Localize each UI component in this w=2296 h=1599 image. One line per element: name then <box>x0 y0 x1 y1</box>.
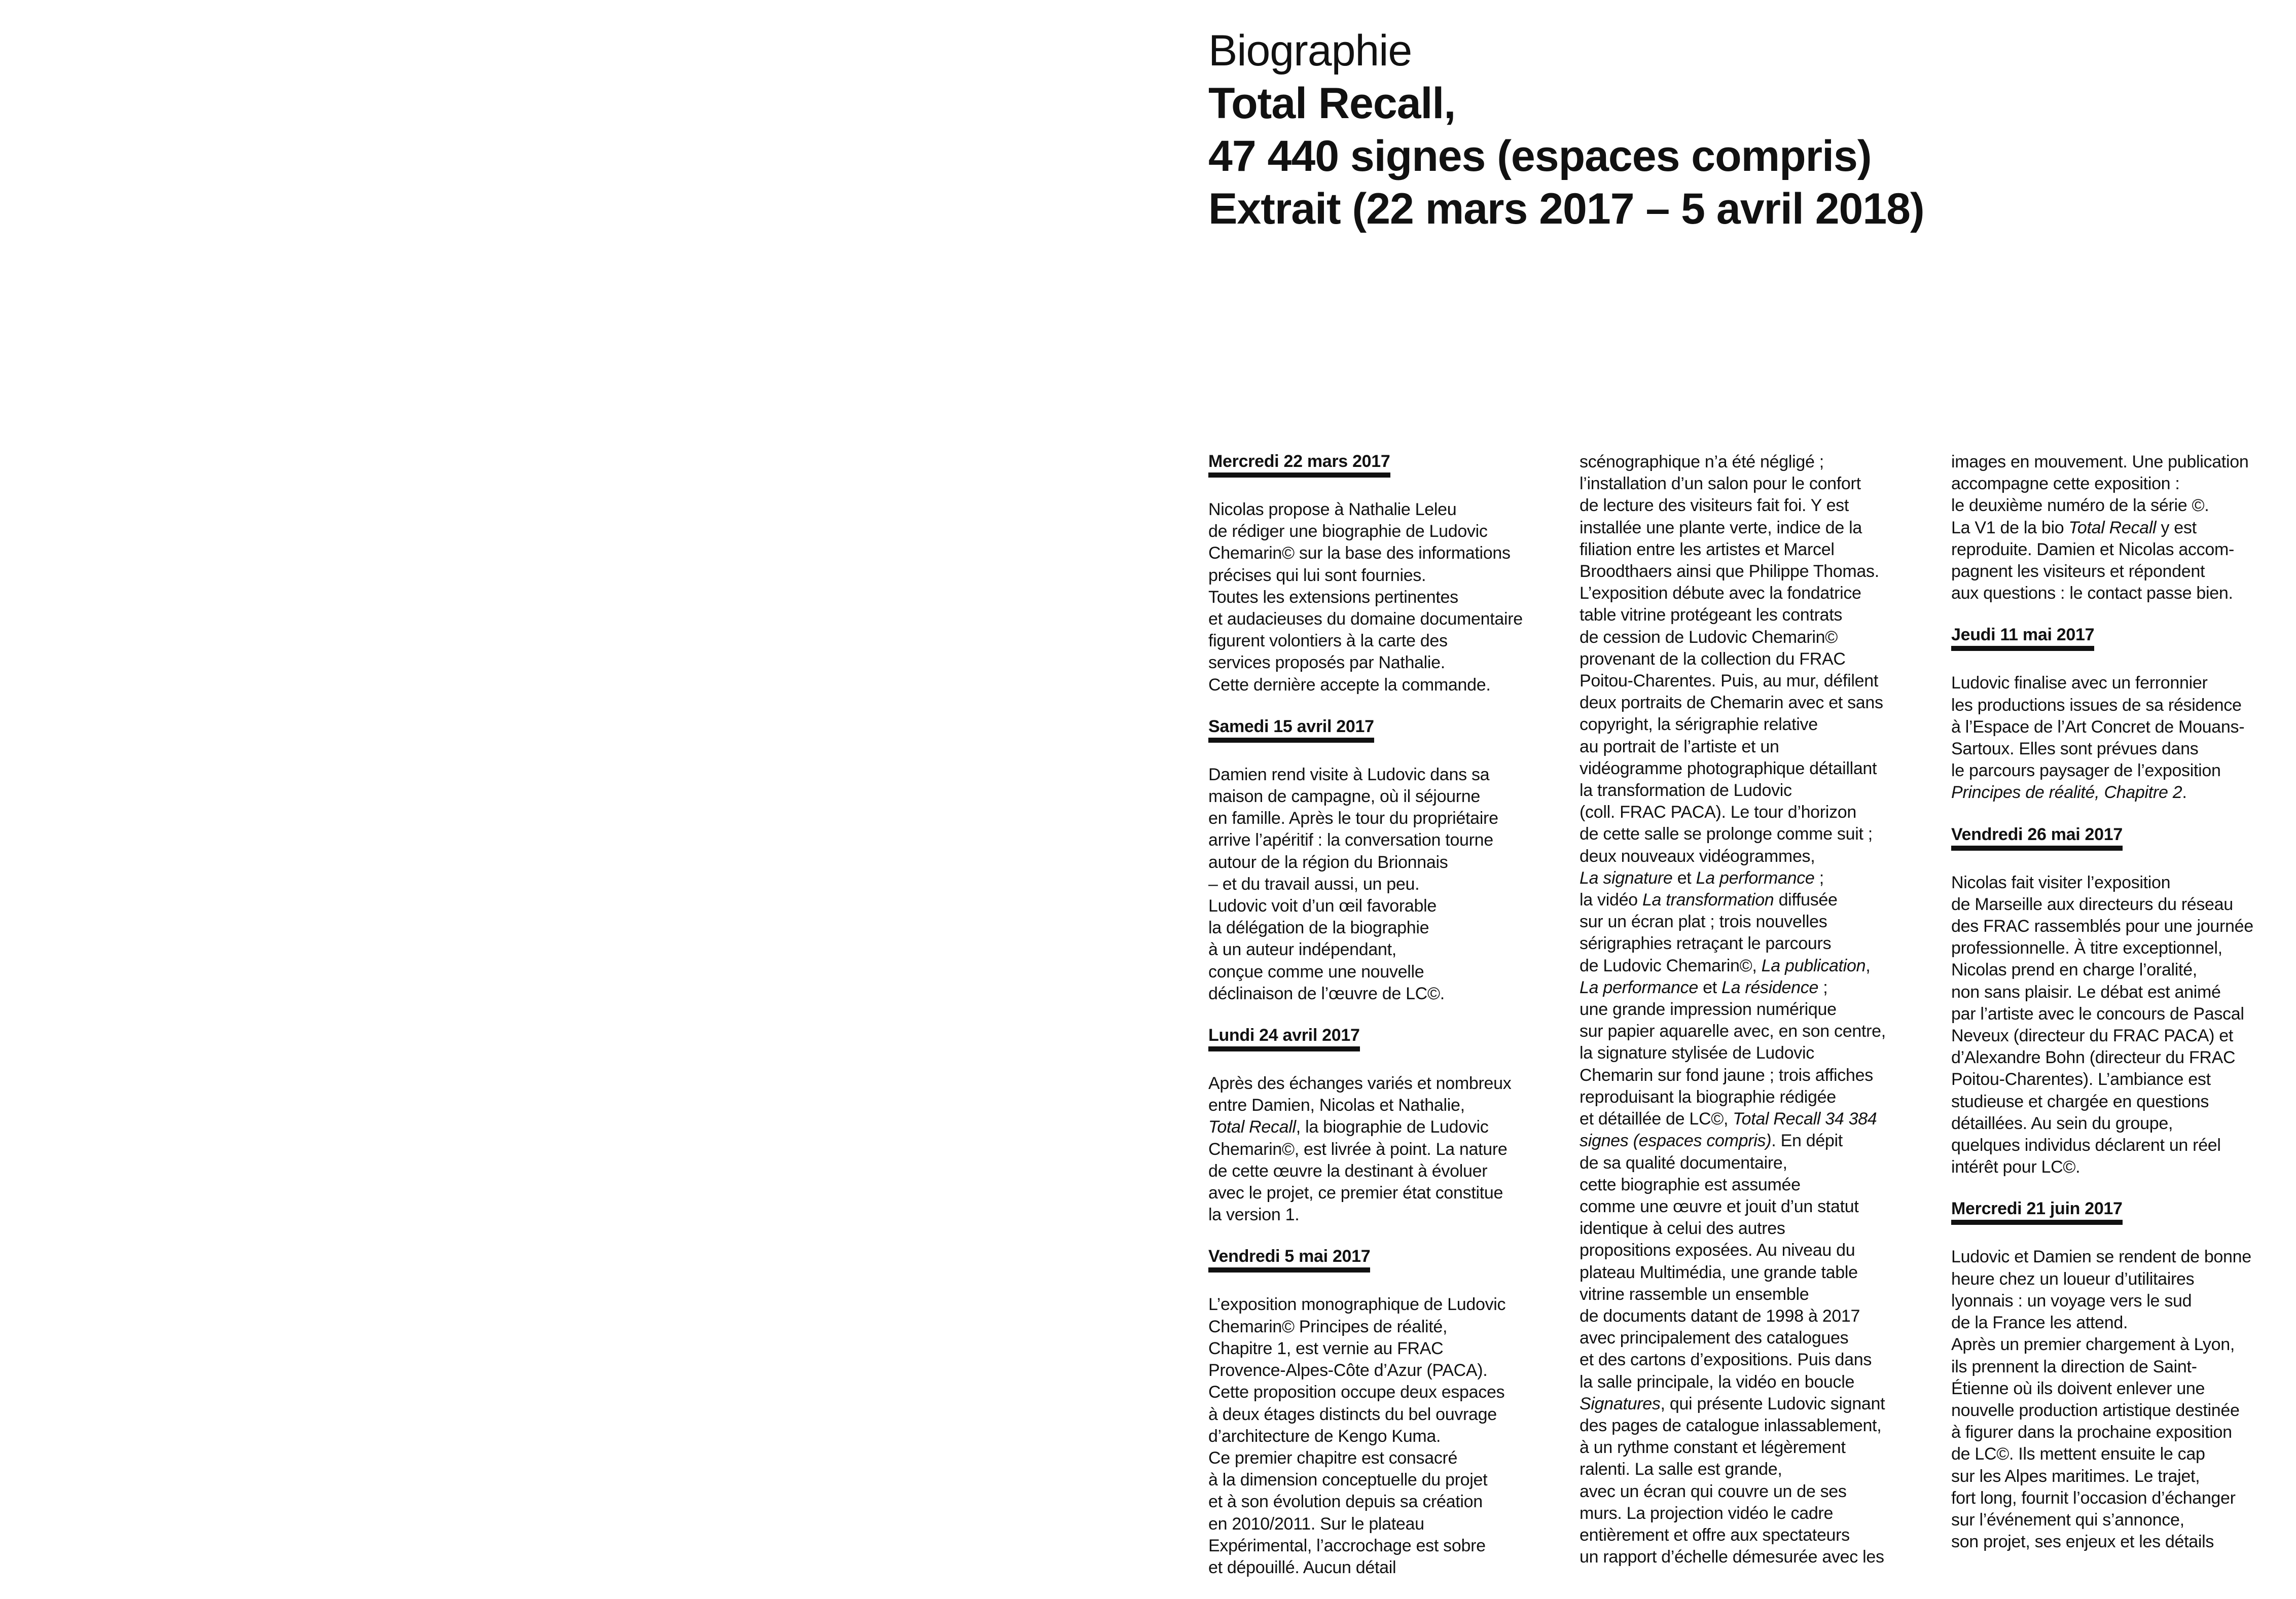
text-line: sérigraphies retraçant le parcours <box>1580 934 1832 954</box>
text-line: avec un écran qui couvre un de ses <box>1580 1481 1847 1501</box>
text-line: Cette proposition occupe deux espaces <box>1208 1383 1505 1402</box>
text-line: Damien rend visite à Ludovic dans sa <box>1208 765 1490 784</box>
text-line: de rédiger une biographie de Ludovic <box>1208 522 1488 541</box>
text-line: et dépouillé. Aucun détail <box>1208 1557 1396 1577</box>
text-line: fort long, fournit l’occasion d’échanger <box>1951 1488 2236 1508</box>
text-line: Chemarin©, est livrée à point. La nature <box>1208 1139 1508 1159</box>
text-line: et audacieuses du domaine documentaire <box>1208 609 1523 629</box>
text-line: à un auteur indépendant, <box>1208 940 1396 960</box>
text-line: sur un écran plat ; trois nouvelles <box>1580 912 1827 932</box>
text-line: plateau Multimédia, une grande table <box>1580 1262 1858 1282</box>
text-line: entre Damien, Nicolas et Nathalie, <box>1208 1096 1465 1115</box>
text-line: et à son évolution depuis sa création <box>1208 1492 1483 1512</box>
text-line: non sans plaisir. Le débat est animé <box>1951 982 2221 1002</box>
text-line: en famille. Après le tour du propriétaire <box>1208 809 1498 828</box>
text-line: par l’artiste avec le concours de Pascal <box>1951 1004 2244 1024</box>
text-line: La performance et La résidence ; <box>1580 977 1828 997</box>
text-line: ralenti. La salle est grande, <box>1580 1460 1782 1479</box>
journal-entry <box>1951 625 2291 804</box>
text-line: reproduisant la biographie rédigée <box>1580 1087 1836 1107</box>
text-line: de cette œuvre la destinant à évoluer <box>1208 1161 1488 1181</box>
text-line: vitrine rassemble un ensemble <box>1580 1284 1809 1304</box>
excerpt-line: Extrait (22 mars 2017 – 5 avril 2018) <box>1208 185 1924 233</box>
text-line: figurent volontiers à la carte des <box>1208 631 1448 651</box>
text-line: des pages de catalogue inlassablement, <box>1580 1415 1882 1435</box>
entry-date-heading: Samedi 15 avril 2017 <box>1208 716 1374 743</box>
journal-entry <box>1951 824 2291 1179</box>
journal-entry <box>1951 451 2291 604</box>
text-line: La V1 de la bio Total Recall y est <box>1951 518 2197 537</box>
text-line: intérêt pour LC©. <box>1951 1157 2080 1177</box>
text-line: Ludovic finalise avec un ferronnier <box>1951 673 2208 693</box>
text-line: signes (espaces compris). En dépit <box>1580 1131 1843 1151</box>
text-line: la vidéo La transformation diffusée <box>1580 890 1838 910</box>
text-line: pagnent les visiteurs et répondent <box>1951 562 2205 582</box>
text-line: de cession de Ludovic Chemarin© <box>1580 627 1838 647</box>
text-line: vidéogramme photographique détaillant <box>1580 758 1877 778</box>
text-line: sur les Alpes maritimes. Le trajet, <box>1951 1466 2200 1486</box>
text-line: heure chez un loueur d’utilitaires <box>1951 1269 2195 1289</box>
text-line: à l’Espace de l’Art Concret de Mouans- <box>1951 717 2245 737</box>
text-line: La signature et La performance ; <box>1580 868 1824 888</box>
text-line: en 2010/2011. Sur le plateau <box>1208 1514 1424 1534</box>
text-line: Toutes les extensions pertinentes <box>1208 587 1458 607</box>
text-line: déclinaison de l’œuvre de LC©. <box>1208 984 1445 1003</box>
text-line: d’architecture de Kengo Kuma. <box>1208 1426 1441 1446</box>
text-line: studieuse et chargée en questions <box>1951 1092 2209 1111</box>
text-column-2 <box>1580 451 1919 1588</box>
text-column-3 <box>1951 451 2291 1573</box>
text-line: Chapitre 1, est vernie au FRAC <box>1208 1338 1444 1358</box>
text-line: avec principalement des catalogues <box>1580 1328 1849 1348</box>
text-line: L’exposition débute avec la fondatrice <box>1580 584 1861 603</box>
text-line: Après des échanges variés et nombreux <box>1208 1074 1512 1094</box>
text-line: installée une plante verte, indice de la <box>1580 518 1862 537</box>
text-line: Neveux (directeur du FRAC PACA) et <box>1951 1026 2234 1046</box>
journal-entry <box>1208 451 1548 696</box>
text-line: comme une œuvre et jouit d’un statut <box>1580 1196 1859 1216</box>
text-line: provenant de la collection du FRAC <box>1580 649 1846 669</box>
text-line: Expérimental, l’accrochage est sobre <box>1208 1536 1486 1555</box>
text-line: deux portraits de Chemarin avec et sans <box>1580 693 1883 713</box>
text-line: scénographique n’a été négligé ; <box>1580 452 1824 471</box>
text-line: de documents datant de 1998 à 2017 <box>1580 1306 1860 1326</box>
entry-date-heading: Vendredi 5 mai 2017 <box>1208 1246 1370 1273</box>
text-line: Nicolas propose à Nathalie Leleu <box>1208 500 1457 519</box>
entry-date-heading: Mercredi 21 juin 2017 <box>1951 1198 2123 1225</box>
text-line: de Ludovic Chemarin©, La publication, <box>1580 956 1871 975</box>
text-line: Poitou-Charentes). L’ambiance est <box>1951 1070 2211 1089</box>
text-line: Cette dernière accepte la commande. <box>1208 675 1491 695</box>
text-line: une grande impression numérique <box>1580 1000 1837 1020</box>
text-line: – et du travail aussi, un peu. <box>1208 874 1420 894</box>
text-line: la salle principale, la vidéo en boucle <box>1580 1372 1855 1392</box>
text-line: deux nouveaux vidéogrammes, <box>1580 846 1815 866</box>
text-line: la délégation de la biographie <box>1208 918 1429 938</box>
text-line: sur papier aquarelle avec, en son centre, <box>1580 1022 1886 1041</box>
text-line: de lecture des visiteurs fait foi. Y est <box>1580 496 1849 516</box>
text-line: Principes de réalité, Chapitre 2. <box>1951 783 2187 803</box>
text-line: nouvelle production artistique destinée <box>1951 1400 2240 1420</box>
text-line: professionnelle. À titre exceptionnel, <box>1951 938 2222 958</box>
text-line: à figurer dans la prochaine exposition <box>1951 1423 2232 1442</box>
text-line: de cette salle se prolonge comme suit ; <box>1580 824 1873 844</box>
text-line: table vitrine protégeant les contrats <box>1580 605 1843 625</box>
text-line: identique à celui des autres <box>1580 1219 1785 1239</box>
text-line: services proposés par Nathalie. <box>1208 653 1445 673</box>
text-line: Après un premier chargement à Lyon, <box>1951 1335 2235 1355</box>
text-line: maison de campagne, où il séjourne <box>1208 787 1481 807</box>
text-line: son projet, ses enjeux et les détails <box>1951 1532 2214 1552</box>
journal-entry <box>1951 1198 2291 1553</box>
text-line: Ludovic voit d’un œil favorable <box>1208 896 1437 916</box>
blank-left-page <box>0 0 1148 1597</box>
text-column-1 <box>1208 451 1548 1599</box>
text-line: de LC©. Ils mettent ensuite le cap <box>1951 1444 2205 1464</box>
text-line: aux questions : le contact passe bien. <box>1951 584 2233 603</box>
text-line: propositions exposées. Au niveau du <box>1580 1241 1855 1260</box>
text-line: la version 1. <box>1208 1205 1300 1225</box>
journal-entry <box>1208 1025 1548 1226</box>
text-line: sur l’événement qui s’annonce, <box>1951 1510 2184 1530</box>
text-line: de Marseille aux directeurs du réseau <box>1951 894 2233 914</box>
text-line: Sartoux. Elles sont prévues dans <box>1951 739 2199 759</box>
text-line: quelques individus déclarent un réel <box>1951 1136 2221 1155</box>
text-line: Nicolas prend en charge l’oralité, <box>1951 960 2197 980</box>
text-line: Ludovic et Damien se rendent de bonne <box>1951 1247 2251 1267</box>
text-line: l’installation d’un salon pour le confort <box>1580 474 1861 494</box>
text-line: détaillées. Au sein du groupe, <box>1951 1113 2173 1133</box>
entry-date-heading: Lundi 24 avril 2017 <box>1208 1025 1360 1051</box>
entry-date-heading: Mercredi 22 mars 2017 <box>1208 451 1390 478</box>
text-line: Chemarin sur fond jaune ; trois affiches <box>1580 1065 1873 1085</box>
text-line: arrive l’apéritif : la conversation tourne <box>1208 830 1493 850</box>
text-line: la transformation de Ludovic <box>1580 781 1792 801</box>
text-line: Chemarin© sur la base des informations <box>1208 543 1511 563</box>
text-line: Nicolas fait visiter l’exposition <box>1951 873 2171 892</box>
text-line: le deuxième numéro de la série ©. <box>1951 496 2209 516</box>
text-line: Étienne où ils doivent enlever une <box>1951 1378 2205 1398</box>
text-line: copyright, la sérigraphie relative <box>1580 715 1818 735</box>
text-line: Ce premier chapitre est consacré <box>1208 1448 1458 1468</box>
text-line: reproduite. Damien et Nicolas accom- <box>1951 539 2234 559</box>
journal-entry <box>1208 1246 1548 1579</box>
text-line: L’exposition monographique de Ludovic <box>1208 1295 1506 1315</box>
section-label: Biographie <box>1208 26 1412 75</box>
text-line: et détaillée de LC©, Total Recall 34 384 <box>1580 1109 1877 1129</box>
text-line: autour de la région du Brionnais <box>1208 852 1448 872</box>
text-line: précises qui lui sont fournies. <box>1208 565 1426 585</box>
text-line: des FRAC rassemblés pour une journée <box>1951 917 2253 936</box>
text-line: filiation entre les artistes et Marcel <box>1580 539 1835 559</box>
text-line: Provence-Alpes-Côte d’Azur (PACA). <box>1208 1361 1488 1380</box>
text-line: accompagne cette exposition : <box>1951 474 2180 494</box>
text-line: murs. La projection vidéo le cadre <box>1580 1503 1834 1523</box>
entry-date-heading: Vendredi 26 mai 2017 <box>1951 824 2123 851</box>
subtitle-line: 47 440 signes (espaces compris) <box>1208 132 1872 180</box>
text-line: Poitou-Charentes. Puis, au mur, défilent <box>1580 671 1878 691</box>
text-line: Chemarin© Principes de réalité, <box>1208 1317 1448 1336</box>
text-line: d’Alexandre Bohn (directeur du FRAC <box>1951 1048 2236 1068</box>
text-line: au portrait de l’artiste et un <box>1580 737 1779 756</box>
text-line: entièrement et offre aux spectateurs <box>1580 1525 1850 1545</box>
text-line: le parcours paysager de l’exposition <box>1951 761 2221 781</box>
title-line: Total Recall, <box>1208 79 1456 128</box>
text-line: Total Recall, la biographie de Ludovic <box>1208 1117 1489 1137</box>
journal-entry <box>1208 716 1548 1005</box>
text-line: ils prennent la direction de Saint- <box>1951 1357 2197 1376</box>
document-header <box>1208 24 2273 235</box>
text-line: à un rythme constant et légèrement <box>1580 1438 1846 1458</box>
text-line: conçue comme une nouvelle <box>1208 962 1424 982</box>
journal-entry <box>1580 451 1919 1568</box>
text-line: images en mouvement. Une publication <box>1951 452 2249 471</box>
text-line: Signatures, qui présente Ludovic signant <box>1580 1394 1885 1413</box>
text-line: et des cartons d’expositions. Puis dans <box>1580 1350 1872 1370</box>
text-line: les productions issues de sa résidence <box>1951 695 2242 715</box>
text-line: Broodthaers ainsi que Philippe Thomas. <box>1580 562 1879 582</box>
text-line: avec le projet, ce premier état constitue <box>1208 1183 1503 1203</box>
text-line: de la France les attend. <box>1951 1313 2128 1333</box>
text-line: un rapport d’échelle démesurée avec les <box>1580 1547 1884 1567</box>
entry-date-heading: Jeudi 11 mai 2017 <box>1951 625 2094 651</box>
text-line: (coll. FRAC PACA). Le tour d’horizon <box>1580 803 1856 822</box>
text-line: à deux étages distincts du bel ouvrage <box>1208 1404 1497 1424</box>
text-line: à la dimension conceptuelle du projet <box>1208 1470 1488 1490</box>
text-line: lyonnais : un voyage vers le sud <box>1951 1291 2192 1311</box>
text-line: la signature stylisée de Ludovic <box>1580 1043 1814 1063</box>
text-line: de sa qualité documentaire, <box>1580 1153 1787 1173</box>
text-line: cette biographie est assumée <box>1580 1175 1801 1194</box>
